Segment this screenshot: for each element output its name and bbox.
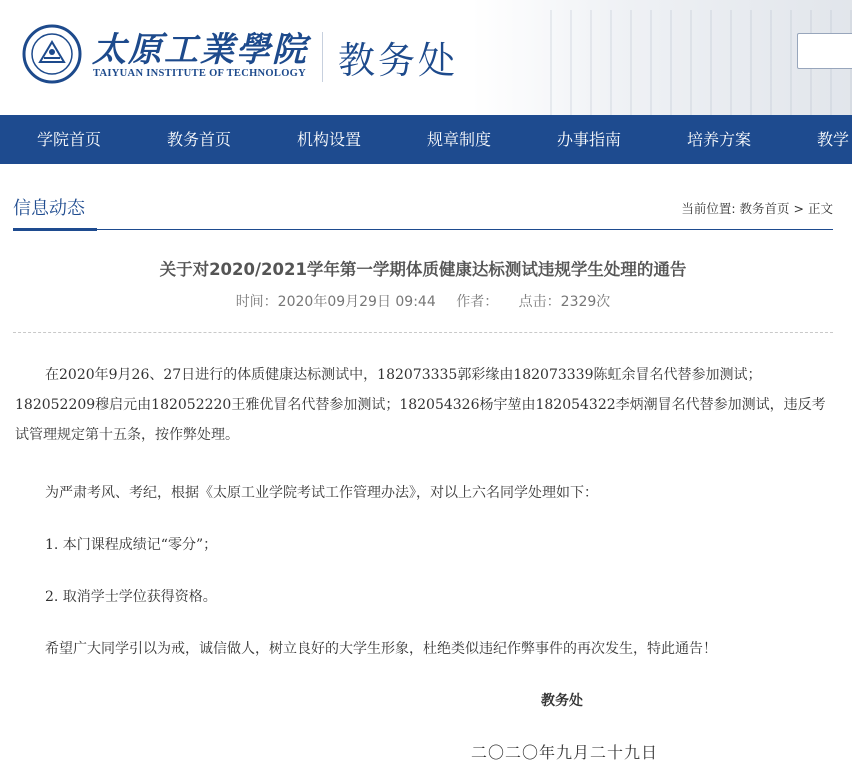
breadcrumb-home-link[interactable]: 教务首页 bbox=[739, 201, 790, 216]
nav-item-academic-home[interactable]: 教务首页 bbox=[167, 130, 232, 149]
article-clicks: 点击：2329次 bbox=[518, 294, 611, 310]
article-meta bbox=[13, 291, 833, 311]
nav-item-teaching[interactable]: 教学 bbox=[817, 130, 850, 149]
paragraph: 2. 取消学士学位获得资格。 bbox=[45, 589, 217, 605]
breadcrumb bbox=[681, 199, 833, 217]
article-author: 作者： bbox=[456, 294, 499, 310]
breadcrumb-separator: > bbox=[793, 201, 804, 216]
logo-divider bbox=[322, 32, 323, 82]
meta-divider bbox=[13, 332, 833, 333]
search-input[interactable] bbox=[797, 33, 852, 69]
article-signature: 教务处 bbox=[541, 693, 583, 709]
school-seal-icon bbox=[22, 24, 82, 84]
paragraph: 希望广大同学引以为戒，诚信做人，树立良好的大学生形象，杜绝类似违纪作弊事件的再次发生，特此通告！ bbox=[45, 641, 717, 657]
article-title: 关于对2020/2021学年第一学期体质健康达标测试违规学生处理的通告 bbox=[159, 260, 687, 279]
breadcrumb-current: 正文 bbox=[807, 201, 833, 216]
department-name: 教务处 bbox=[338, 39, 458, 82]
logo-chinese-name: 太原工業學院 bbox=[92, 30, 308, 70]
paragraph: 1. 本门课程成绩记“零分”； bbox=[45, 537, 218, 553]
site-header bbox=[0, 0, 852, 115]
breadcrumb-prefix: 当前位置: bbox=[681, 201, 736, 216]
section-title: 信息动态 bbox=[13, 198, 85, 219]
logo-english-name: TAIYUAN INSTITUTE OF TECHNOLOGY bbox=[93, 68, 307, 79]
nav-item-regulations[interactable]: 规章制度 bbox=[427, 130, 492, 149]
section-title-underline bbox=[13, 228, 97, 231]
paragraph: 在2020年9月26、27日进行的体质健康达标测试中，182073335郭彩缘由182073339陈虹余冒名代替参加测试；182052209穆启元由182052220王雅优冒名代替参加测试；182054326杨宇堃由182054322李炳潮冒名代替参加测试，违反考试管理规定第十五条，按作弊处理。 bbox=[15, 367, 826, 443]
nav-item-college-home[interactable]: 学院首页 bbox=[37, 130, 102, 149]
nav-item-service-guide[interactable]: 办事指南 bbox=[557, 130, 622, 149]
main-nav bbox=[0, 115, 852, 164]
article-time: 时间：2020年09月29日 09:44 bbox=[235, 294, 436, 310]
paragraph: 为严肃考风、考纪，根据《太原工业学院考试工作管理办法》，对以上六名同学处理如下： bbox=[45, 485, 598, 501]
nav-item-organization[interactable]: 机构设置 bbox=[297, 130, 362, 149]
section-divider bbox=[13, 229, 833, 230]
article-date: 二〇二〇年九月二十九日 bbox=[471, 743, 659, 762]
nav-item-training-plans[interactable]: 培养方案 bbox=[687, 130, 752, 149]
